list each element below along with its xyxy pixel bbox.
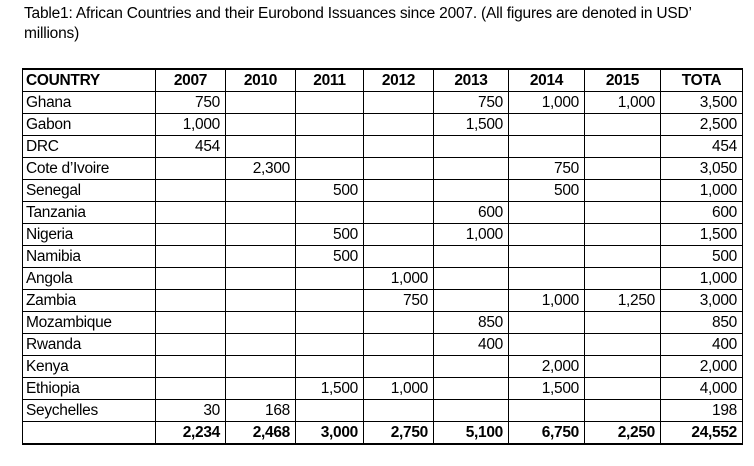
value-cell (585, 224, 661, 246)
value-cell: 500 (296, 180, 364, 202)
value-cell (585, 246, 661, 268)
value-cell: 30 (156, 400, 226, 422)
value-cell: 1,500 (661, 224, 743, 246)
value-cell (434, 400, 509, 422)
country-cell: Cote d’Ivoire (23, 158, 156, 180)
value-cell (364, 202, 434, 224)
value-cell (156, 290, 226, 312)
value-cell (296, 202, 364, 224)
value-cell (585, 114, 661, 136)
totals-row (23, 422, 743, 445)
value-cell (434, 158, 509, 180)
table-row (23, 246, 743, 268)
value-cell: 850 (434, 312, 509, 334)
value-cell (434, 180, 509, 202)
country-cell: Nigeria (23, 224, 156, 246)
value-cell: 1,000 (585, 92, 661, 114)
value-cell (156, 246, 226, 268)
total-cell: 24,552 (661, 422, 743, 445)
value-cell (296, 114, 364, 136)
value-cell (509, 334, 585, 356)
value-cell: 500 (509, 180, 585, 202)
value-cell (156, 378, 226, 400)
value-cell: 454 (661, 136, 743, 158)
value-cell (156, 268, 226, 290)
table-row (23, 158, 743, 180)
value-cell: 1,000 (661, 268, 743, 290)
value-cell (226, 378, 296, 400)
table-row (23, 268, 743, 290)
value-cell (226, 136, 296, 158)
value-cell (296, 290, 364, 312)
value-cell (434, 290, 509, 312)
value-cell (585, 356, 661, 378)
country-cell: Gabon (23, 114, 156, 136)
table-row (23, 136, 743, 158)
value-cell (364, 334, 434, 356)
value-cell (296, 400, 364, 422)
value-cell: 600 (661, 202, 743, 224)
table-row (23, 92, 743, 114)
value-cell: 500 (661, 246, 743, 268)
value-cell (585, 312, 661, 334)
total-cell: 6,750 (509, 422, 585, 445)
table-row (23, 202, 743, 224)
value-cell (364, 114, 434, 136)
value-cell (585, 180, 661, 202)
value-cell: 850 (661, 312, 743, 334)
value-cell: 750 (434, 92, 509, 114)
value-cell (226, 312, 296, 334)
value-cell (364, 312, 434, 334)
value-cell: 2,000 (661, 356, 743, 378)
country-cell: DRC (23, 136, 156, 158)
value-cell (156, 158, 226, 180)
value-cell (296, 136, 364, 158)
value-cell (434, 268, 509, 290)
value-cell: 750 (156, 92, 226, 114)
value-cell (226, 356, 296, 378)
column-header: 2013 (434, 69, 509, 92)
country-cell: Zambia (23, 290, 156, 312)
total-cell: 2,468 (226, 422, 296, 445)
value-cell (364, 356, 434, 378)
value-cell (226, 268, 296, 290)
value-cell: 1,500 (434, 114, 509, 136)
value-cell (364, 246, 434, 268)
value-cell (585, 136, 661, 158)
value-cell (434, 378, 509, 400)
value-cell: 3,000 (661, 290, 743, 312)
value-cell: 2,000 (509, 356, 585, 378)
value-cell: 1,000 (509, 92, 585, 114)
value-cell (156, 312, 226, 334)
country-cell: Angola (23, 268, 156, 290)
table-row (23, 224, 743, 246)
value-cell: 198 (661, 400, 743, 422)
value-cell (364, 136, 434, 158)
total-cell: 5,100 (434, 422, 509, 445)
value-cell (585, 202, 661, 224)
table-row (23, 114, 743, 136)
value-cell: 1,000 (364, 378, 434, 400)
value-cell (509, 224, 585, 246)
value-cell (156, 224, 226, 246)
value-cell: 3,500 (661, 92, 743, 114)
column-header: 2011 (296, 69, 364, 92)
total-cell (23, 422, 156, 445)
value-cell (226, 202, 296, 224)
column-header: 2010 (226, 69, 296, 92)
value-cell (509, 136, 585, 158)
value-cell: 400 (661, 334, 743, 356)
value-cell (434, 356, 509, 378)
value-cell (296, 356, 364, 378)
value-cell: 1,500 (296, 378, 364, 400)
value-cell (585, 334, 661, 356)
value-cell (226, 334, 296, 356)
value-cell (585, 158, 661, 180)
value-cell (296, 312, 364, 334)
value-cell (509, 312, 585, 334)
table-caption: Table1: African Countries and their Eurobond Issuances since 2007. (All figures are denoted in USD’ millions) (24, 5, 692, 42)
value-cell (296, 92, 364, 114)
value-cell: 500 (296, 224, 364, 246)
column-header: 2015 (585, 69, 661, 92)
eurobond-table (22, 68, 743, 445)
column-header: 2012 (364, 69, 434, 92)
value-cell (364, 158, 434, 180)
value-cell (226, 224, 296, 246)
value-cell (509, 400, 585, 422)
value-cell: 500 (296, 246, 364, 268)
header-row (23, 69, 743, 92)
value-cell (296, 268, 364, 290)
value-cell: 1,000 (434, 224, 509, 246)
value-cell: 1,000 (156, 114, 226, 136)
country-cell: Ghana (23, 92, 156, 114)
country-cell: Tanzania (23, 202, 156, 224)
total-cell: 2,250 (585, 422, 661, 445)
total-cell: 2,234 (156, 422, 226, 445)
value-cell: 2,500 (661, 114, 743, 136)
country-cell: Ethiopia (23, 378, 156, 400)
value-cell (226, 114, 296, 136)
value-cell: 750 (364, 290, 434, 312)
value-cell: 4,000 (661, 378, 743, 400)
value-cell (585, 268, 661, 290)
value-cell (364, 180, 434, 202)
value-cell (585, 378, 661, 400)
column-header-country: COUNTRY (23, 69, 156, 92)
value-cell: 1,000 (509, 290, 585, 312)
value-cell (226, 92, 296, 114)
value-cell (585, 400, 661, 422)
value-cell (156, 180, 226, 202)
value-cell (364, 224, 434, 246)
value-cell: 3,050 (661, 158, 743, 180)
value-cell (156, 202, 226, 224)
value-cell: 600 (434, 202, 509, 224)
total-cell: 3,000 (296, 422, 364, 445)
country-cell: Namibia (23, 246, 156, 268)
value-cell: 1,250 (585, 290, 661, 312)
value-cell: 400 (434, 334, 509, 356)
value-cell (296, 334, 364, 356)
table-row (23, 290, 743, 312)
table-row (23, 180, 743, 202)
table-row (23, 378, 743, 400)
column-header: TOTA (661, 69, 743, 92)
value-cell: 750 (509, 158, 585, 180)
country-cell: Senegal (23, 180, 156, 202)
table-row (23, 400, 743, 422)
country-cell: Mozambique (23, 312, 156, 334)
value-cell (434, 136, 509, 158)
country-cell: Kenya (23, 356, 156, 378)
value-cell: 1,500 (509, 378, 585, 400)
value-cell: 168 (226, 400, 296, 422)
value-cell (364, 400, 434, 422)
table-row (23, 312, 743, 334)
country-cell: Seychelles (23, 400, 156, 422)
value-cell (509, 246, 585, 268)
value-cell (364, 92, 434, 114)
value-cell (156, 356, 226, 378)
value-cell (226, 290, 296, 312)
value-cell (509, 268, 585, 290)
value-cell (509, 114, 585, 136)
column-header: 2014 (509, 69, 585, 92)
table-row (23, 334, 743, 356)
value-cell (156, 334, 226, 356)
value-cell (434, 246, 509, 268)
value-cell: 1,000 (661, 180, 743, 202)
value-cell: 2,300 (226, 158, 296, 180)
value-cell: 1,000 (364, 268, 434, 290)
value-cell (226, 246, 296, 268)
total-cell: 2,750 (364, 422, 434, 445)
column-header: 2007 (156, 69, 226, 92)
value-cell (226, 180, 296, 202)
value-cell (296, 158, 364, 180)
value-cell (509, 202, 585, 224)
table-row (23, 356, 743, 378)
value-cell: 454 (156, 136, 226, 158)
country-cell: Rwanda (23, 334, 156, 356)
